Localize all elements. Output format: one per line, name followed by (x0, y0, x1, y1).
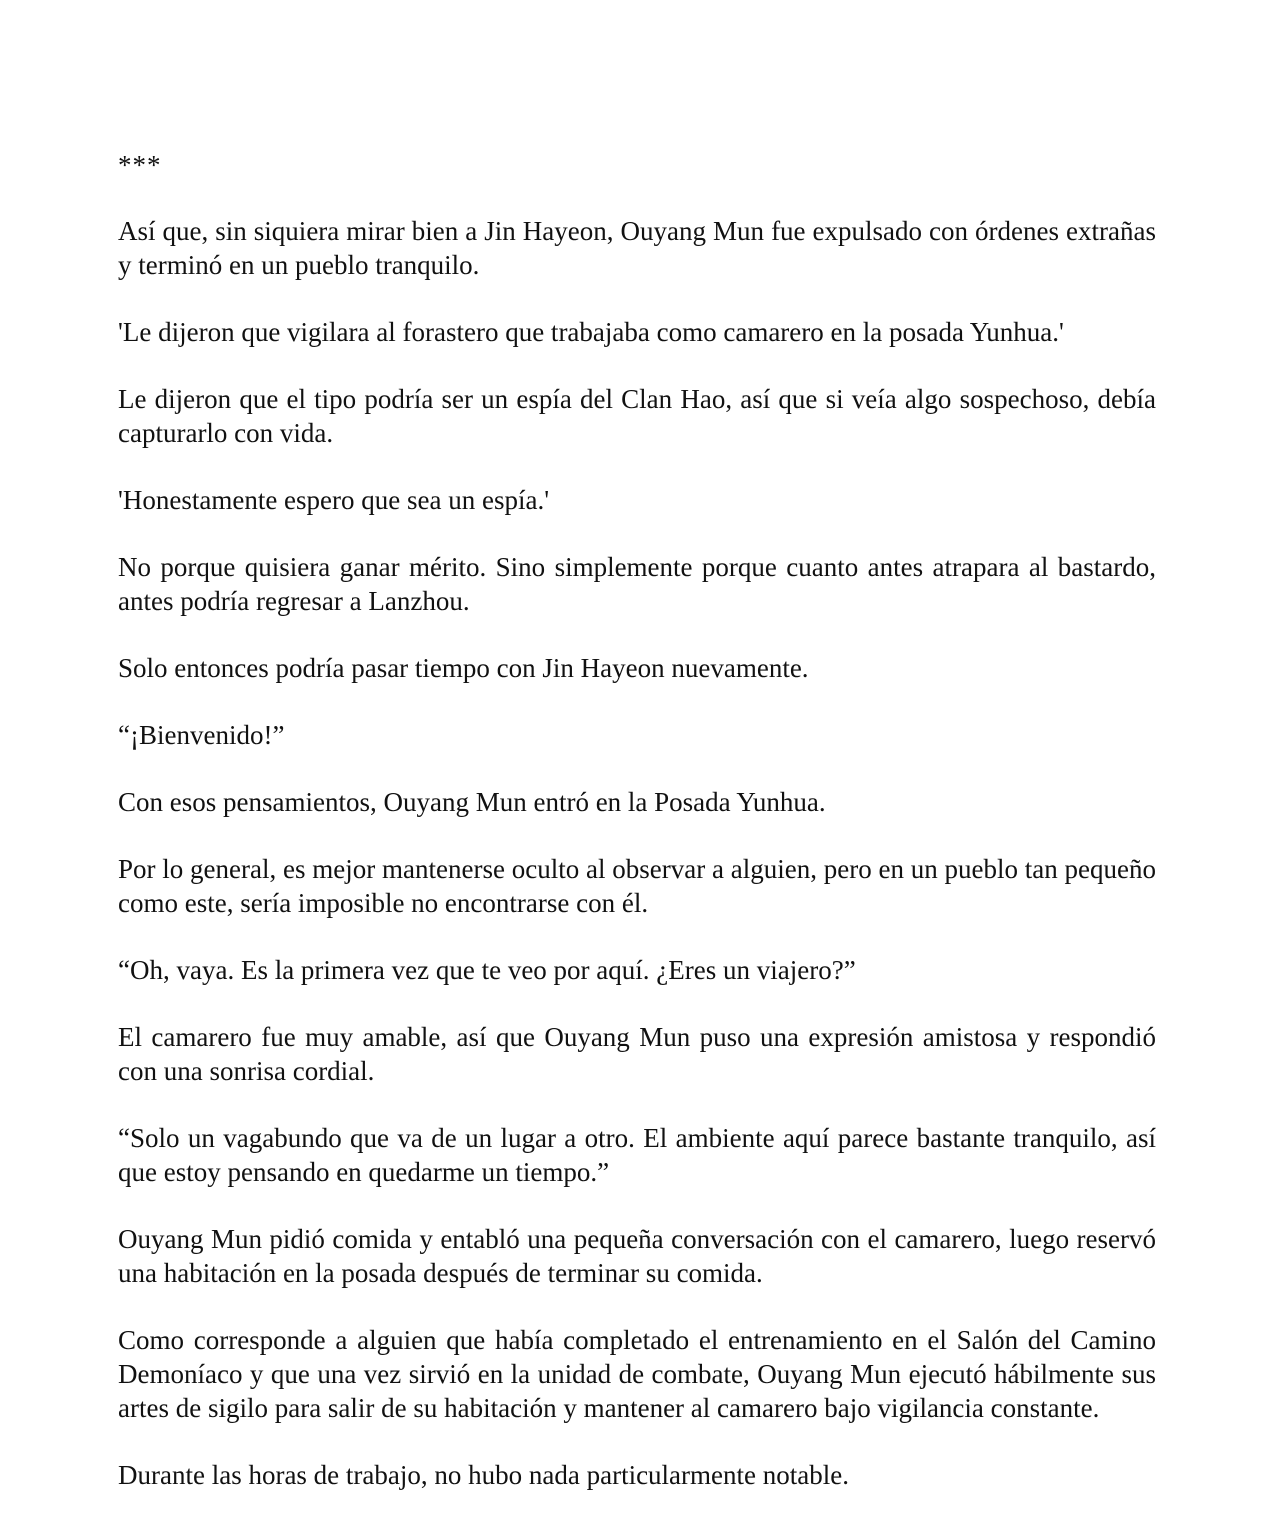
scene-separator: *** (118, 150, 162, 180)
paragraph: Durante las horas de trabajo, no hubo nada particularmente notable. (118, 1460, 849, 1490)
paragraph: Como corresponde a alguien que había completado el entrenamiento en el Salón del Camino Demoníaco y que una vez sirvió en la unidad de combate, Ouyang Mun ejecutó hábilmente sus artes de sigilo para salir de su habitación y mantener al camarero bajo vigilancia constante. (118, 1325, 1156, 1423)
paragraph: El camarero fue muy amable, así que Ouyang Mun puso una expresión amistosa y respondió con una sonrisa cordial. (118, 1022, 1156, 1086)
paragraph: Le dijeron que el tipo podría ser un espía del Clan Hao, así que si veía algo sospechoso, debía capturarlo con vida. (118, 384, 1156, 448)
paragraph: Con esos pensamientos, Ouyang Mun entró en la Posada Yunhua. (118, 787, 826, 817)
paragraph: Por lo general, es mejor mantenerse oculto al observar a alguien, pero en un pueblo tan pequeño como este, sería imposible no encontrarse con él. (118, 854, 1156, 918)
paragraph: Así que, sin siquiera mirar bien a Jin Hayeon, Ouyang Mun fue expulsado con órdenes extrañas y terminó en un pueblo tranquilo. (118, 216, 1156, 280)
paragraph: Ouyang Mun pidió comida y entabló una pequeña conversación con el camarero, luego reservó una habitación en la posada después de terminar su comida. (118, 1224, 1156, 1288)
paragraph: “Solo un vagabundo que va de un lugar a otro. El ambiente aquí parece bastante tranquilo, así que estoy pensando en quedarme un tiempo.” (118, 1123, 1156, 1187)
paragraph: 'Le dijeron que vigilara al forastero que trabajaba como camarero en la posada Yunhua.' (118, 317, 1064, 347)
paragraph: 'Honestamente espero que sea un espía.' (118, 485, 550, 515)
paragraph: “¡Bienvenido!” (118, 720, 285, 750)
paragraph: No porque quisiera ganar mérito. Sino simplemente porque cuanto antes atrapara al bastardo, antes podría regresar a Lanzhou. (118, 552, 1156, 616)
paragraph: “Oh, vaya. Es la primera vez que te veo por aquí. ¿Eres un viajero?” (118, 955, 856, 985)
document-body (118, 148, 1156, 1515)
paragraph: Solo entonces podría pasar tiempo con Jin Hayeon nuevamente. (118, 653, 809, 683)
